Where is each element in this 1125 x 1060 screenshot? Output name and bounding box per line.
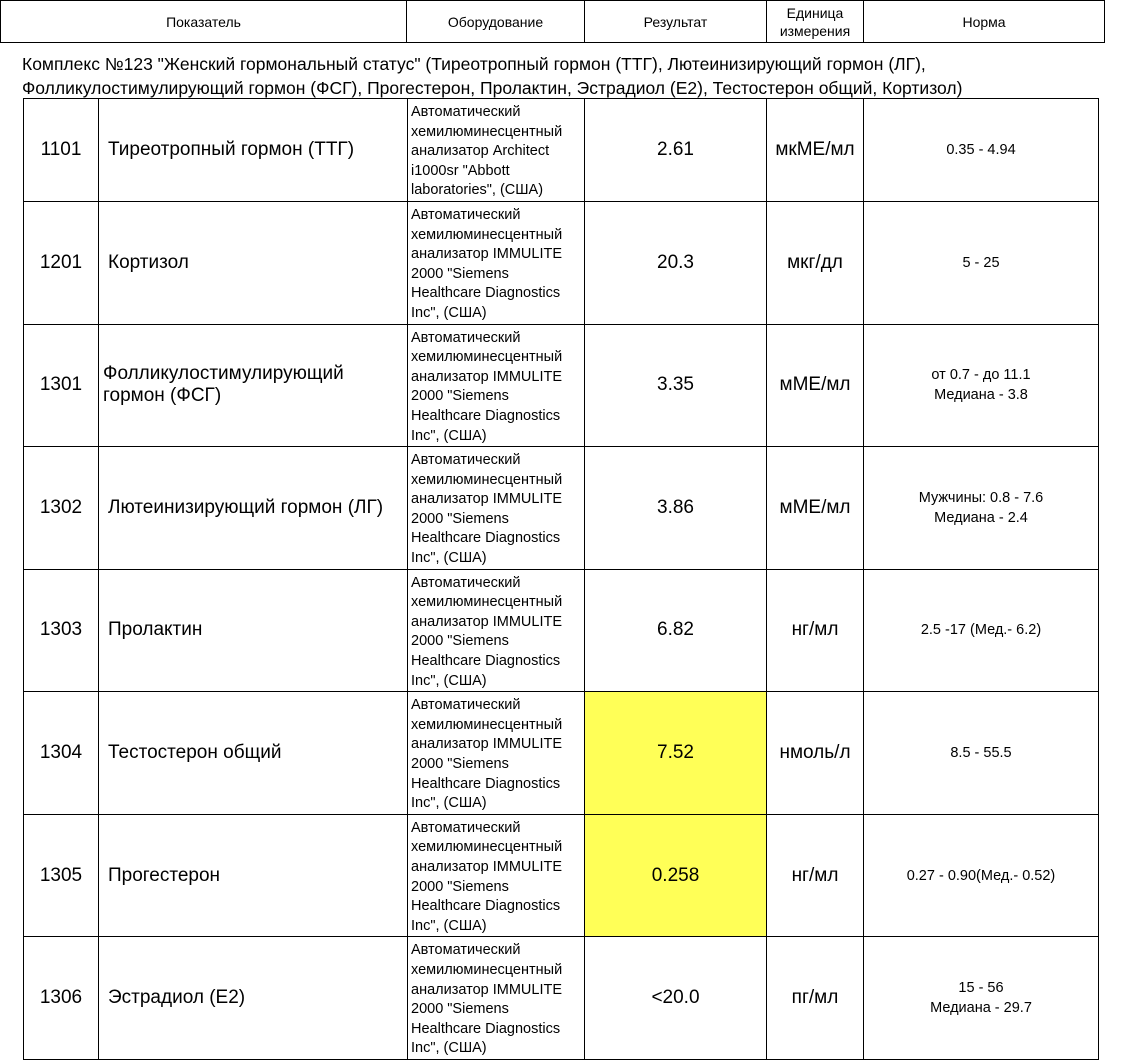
- header-row: [1, 1, 1105, 43]
- result-value: 3.86: [585, 447, 767, 570]
- results-body: [24, 99, 1099, 1060]
- test-name: Лютеинизирующий гормон (ЛГ): [99, 447, 408, 570]
- table-row: [24, 569, 1099, 692]
- test-code: 1304: [24, 692, 99, 815]
- test-code: 1201: [24, 201, 99, 324]
- equipment-cell: [408, 99, 585, 202]
- norm-line1: 0.35 - 4.94: [946, 141, 1016, 158]
- test-name: Эстрадиол (Е2): [99, 937, 408, 1060]
- norm-cell: [864, 814, 1099, 937]
- equipment-cell: [408, 814, 585, 937]
- equipment-text: Автоматический хемилюминесцентный анализатор IMMULITE 2000 "Siemens Healthcare Diagnostics Inc", (США): [411, 206, 563, 321]
- table-row: [24, 99, 1099, 202]
- norm-cell: [864, 692, 1099, 815]
- result-value: 20.3: [585, 201, 767, 324]
- col-result-header: Результат: [585, 1, 767, 43]
- equipment-text: Автоматический хемилюминесцентный анализатор IMMULITE 2000 "Siemens Healthcare Diagnostics Inc", (США): [411, 819, 563, 934]
- norm-line1: 15 - 56: [958, 980, 1004, 997]
- equipment-text: Автоматический хемилюминесцентный анализатор IMMULITE 2000 "Siemens Healthcare Diagnostics Inc", (США): [411, 329, 563, 444]
- equipment-cell: [408, 937, 585, 1060]
- test-name: Тестостерон общий: [99, 692, 408, 815]
- norm-cell: [864, 569, 1099, 692]
- table-row: [24, 814, 1099, 937]
- norm-cell: [864, 937, 1099, 1060]
- col-indicator-header: Показатель: [1, 1, 407, 43]
- unit-value: нг/мл: [767, 569, 864, 692]
- result-value: 3.35: [585, 324, 767, 447]
- unit-value: мМЕ/мл: [767, 447, 864, 570]
- norm-line1: Мужчины: 0.8 - 7.6: [918, 489, 1044, 506]
- table-row: [24, 692, 1099, 815]
- result-value: 0.258: [585, 814, 767, 937]
- col-unit-header-line1: Единица: [786, 4, 844, 21]
- test-name: Кортизол: [99, 201, 408, 324]
- norm-line2: Медиана - 2.4: [934, 509, 1028, 526]
- unit-value: мкМЕ/мл: [767, 99, 864, 202]
- col-unit-header: [767, 1, 864, 43]
- unit-value: нг/мл: [767, 814, 864, 937]
- norm-line1: 0.27 - 0.90(Мед.- 0.52): [906, 867, 1056, 884]
- equipment-text: Автоматический хемилюминесцентный анализатор IMMULITE 2000 "Siemens Healthcare Diagnostics Inc", (США): [411, 942, 563, 1057]
- result-value: <20.0: [585, 937, 767, 1060]
- table-row: [24, 201, 1099, 324]
- norm-cell: [864, 447, 1099, 570]
- test-code: 1301: [24, 324, 99, 447]
- test-name: Прогестерон: [99, 814, 408, 937]
- test-code: 1303: [24, 569, 99, 692]
- test-name: Пролактин: [99, 569, 408, 692]
- complex-title-line1: Комплекс №123 "Женский гормональный статус" (Тиреотропный гормон (ТТГ), Лютеинизирующий гормон (ЛГ),: [22, 54, 926, 74]
- equipment-cell: [408, 569, 585, 692]
- equipment-cell: [408, 447, 585, 570]
- equipment-cell: [408, 692, 585, 815]
- unit-value: пг/мл: [767, 937, 864, 1060]
- table-row: [24, 937, 1099, 1060]
- equipment-text: Автоматический хемилюминесцентный анализатор IMMULITE 2000 "Siemens Healthcare Diagnostics Inc", (США): [411, 697, 563, 812]
- complex-title: [22, 52, 1117, 100]
- norm-cell: [864, 99, 1099, 202]
- equipment-text: Автоматический хемилюминесцентный анализатор IMMULITE 2000 "Siemens Healthcare Diagnostics Inc", (США): [411, 574, 563, 689]
- norm-line1: 5 - 25: [962, 254, 1000, 271]
- equipment-text: Автоматический хемилюминесцентный анализатор Architect i1000sr "Abbott laboratories", (США): [411, 104, 563, 199]
- col-norm-header: Норма: [864, 1, 1105, 43]
- unit-value: нмоль/л: [767, 692, 864, 815]
- norm-cell: [864, 201, 1099, 324]
- col-equipment-header: Оборудование: [407, 1, 585, 43]
- equipment-cell: [408, 201, 585, 324]
- test-name: Тиреотропный гормон (ТТГ): [99, 99, 408, 202]
- test-code: 1302: [24, 447, 99, 570]
- test-code: 1101: [24, 99, 99, 202]
- table-row: [24, 447, 1099, 570]
- result-value: 6.82: [585, 569, 767, 692]
- col-unit-header-line2: измерения: [779, 22, 851, 39]
- equipment-cell: [408, 324, 585, 447]
- complex-title-line2: Фолликулостимулирующий гормон (ФСГ), Прогестерон, Пролактин, Эстрадиол (Е2), Тестостерон общий, Кортизол): [22, 78, 963, 98]
- header-table: [0, 0, 1105, 43]
- test-code: 1305: [24, 814, 99, 937]
- norm-line2: Медиана - 3.8: [934, 387, 1028, 404]
- norm-line2: Медиана - 29.7: [930, 1000, 1032, 1017]
- result-value: 2.61: [585, 99, 767, 202]
- equipment-text: Автоматический хемилюминесцентный анализатор IMMULITE 2000 "Siemens Healthcare Diagnostics Inc", (США): [411, 452, 563, 567]
- norm-line1: от 0.7 - до 11.1: [931, 367, 1031, 384]
- test-code: 1306: [24, 937, 99, 1060]
- norm-line1: 2.5 -17 (Мед.- 6.2): [920, 622, 1042, 639]
- unit-value: мкг/дл: [767, 201, 864, 324]
- norm-cell: [864, 324, 1099, 447]
- results-table: [23, 98, 1099, 1060]
- test-name: Фолликулостимулирующий гормон (ФСГ): [99, 324, 408, 447]
- result-value: 7.52: [585, 692, 767, 815]
- unit-value: мМЕ/мл: [767, 324, 864, 447]
- norm-line1: 8.5 - 55.5: [950, 745, 1012, 761]
- table-row: [24, 324, 1099, 447]
